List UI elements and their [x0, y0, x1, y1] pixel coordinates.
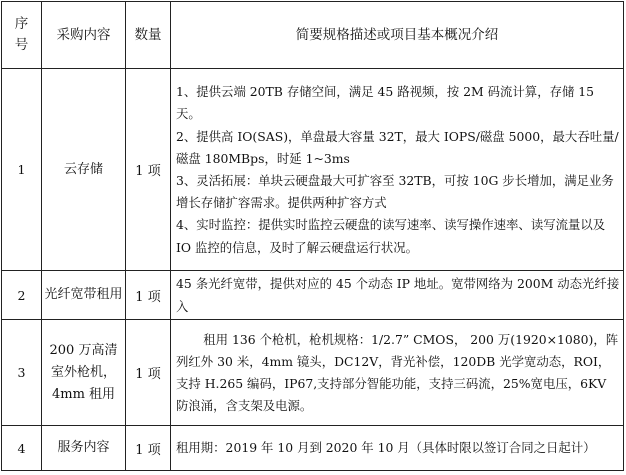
procurement-table [1, 1, 624, 471]
table-row [2, 426, 624, 471]
table-row [2, 69, 624, 271]
row-quantity: 1 项 [126, 426, 171, 471]
row-number: 1 [2, 69, 42, 271]
row-description [171, 320, 624, 426]
header-no [2, 2, 42, 69]
row-description [171, 271, 624, 320]
description-line: 3、灵活拓展：单块云硬盘最大可扩容至 32TB，可按 10G 步长增加，满足业务增长存储扩容需求。提供两种扩容方式 [176, 173, 614, 211]
row-number: 4 [2, 426, 42, 471]
header-qty: 数量 [126, 2, 171, 69]
row-quantity: 1 项 [126, 320, 171, 426]
header-row [2, 2, 624, 69]
row-number: 3 [2, 320, 42, 426]
row-item-name: 服务内容 [42, 426, 126, 471]
row-quantity: 1 项 [126, 69, 171, 271]
row-quantity: 1 项 [126, 271, 171, 320]
description-line: 租用 136 个枪机，枪机规格：1/2.7” CMOS， 200 万(1920×1080)，阵列红外 30 米，4mm 镜头，DC12V，背光补偿，120DB 光学宽动态，ROI，支持 H.265 编码，IP67,支持部分智能功能，支持三码流，25%宽电压，6KV 防浪涌，含支架及电源。 [176, 331, 619, 414]
row-description [171, 426, 624, 471]
description-line: 2、提供高 IO(SAS)，单盘最大容量 32T，最大 IOPS/磁盘 5000，最大吞吐量/磁盘 180MBps，时延 1~3ms [176, 128, 619, 166]
header-no-line2: 号 [14, 37, 29, 53]
description-line: 45 条光纤宽带，提供对应的 45 个动态 IP 地址。宽带网络为 200M 动态光纤接入 [176, 276, 620, 314]
header-desc: 简要规格描述或项目基本概况介绍 [171, 2, 624, 69]
header-no-line1: 序 [14, 16, 29, 32]
table-row [2, 271, 624, 320]
table-row [2, 320, 624, 426]
row-description [171, 69, 624, 271]
description-line: 租用期：2019 年 10 月到 2020 年 10 月（具体时限以签订合同之日起计） [176, 440, 596, 456]
row-number: 2 [2, 271, 42, 320]
header-content: 采购内容 [42, 2, 126, 69]
row-item-name: 200 万高清室外枪机，4mm 租用 [42, 320, 126, 426]
description-line: 4、实时监控：提供实时监控云硬盘的读写速率、读写操作速率、读写流量以及 IO 监控的信息，及时了解云硬盘运行状况。 [176, 217, 606, 255]
row-item-name: 云存储 [42, 69, 126, 271]
description-line: 1、提供云端 20TB 存储空间，满足 45 路视频，按 2M 码流计算，存储 15 天。 [176, 84, 595, 122]
row-item-name: 光纤宽带租用 [42, 271, 126, 320]
